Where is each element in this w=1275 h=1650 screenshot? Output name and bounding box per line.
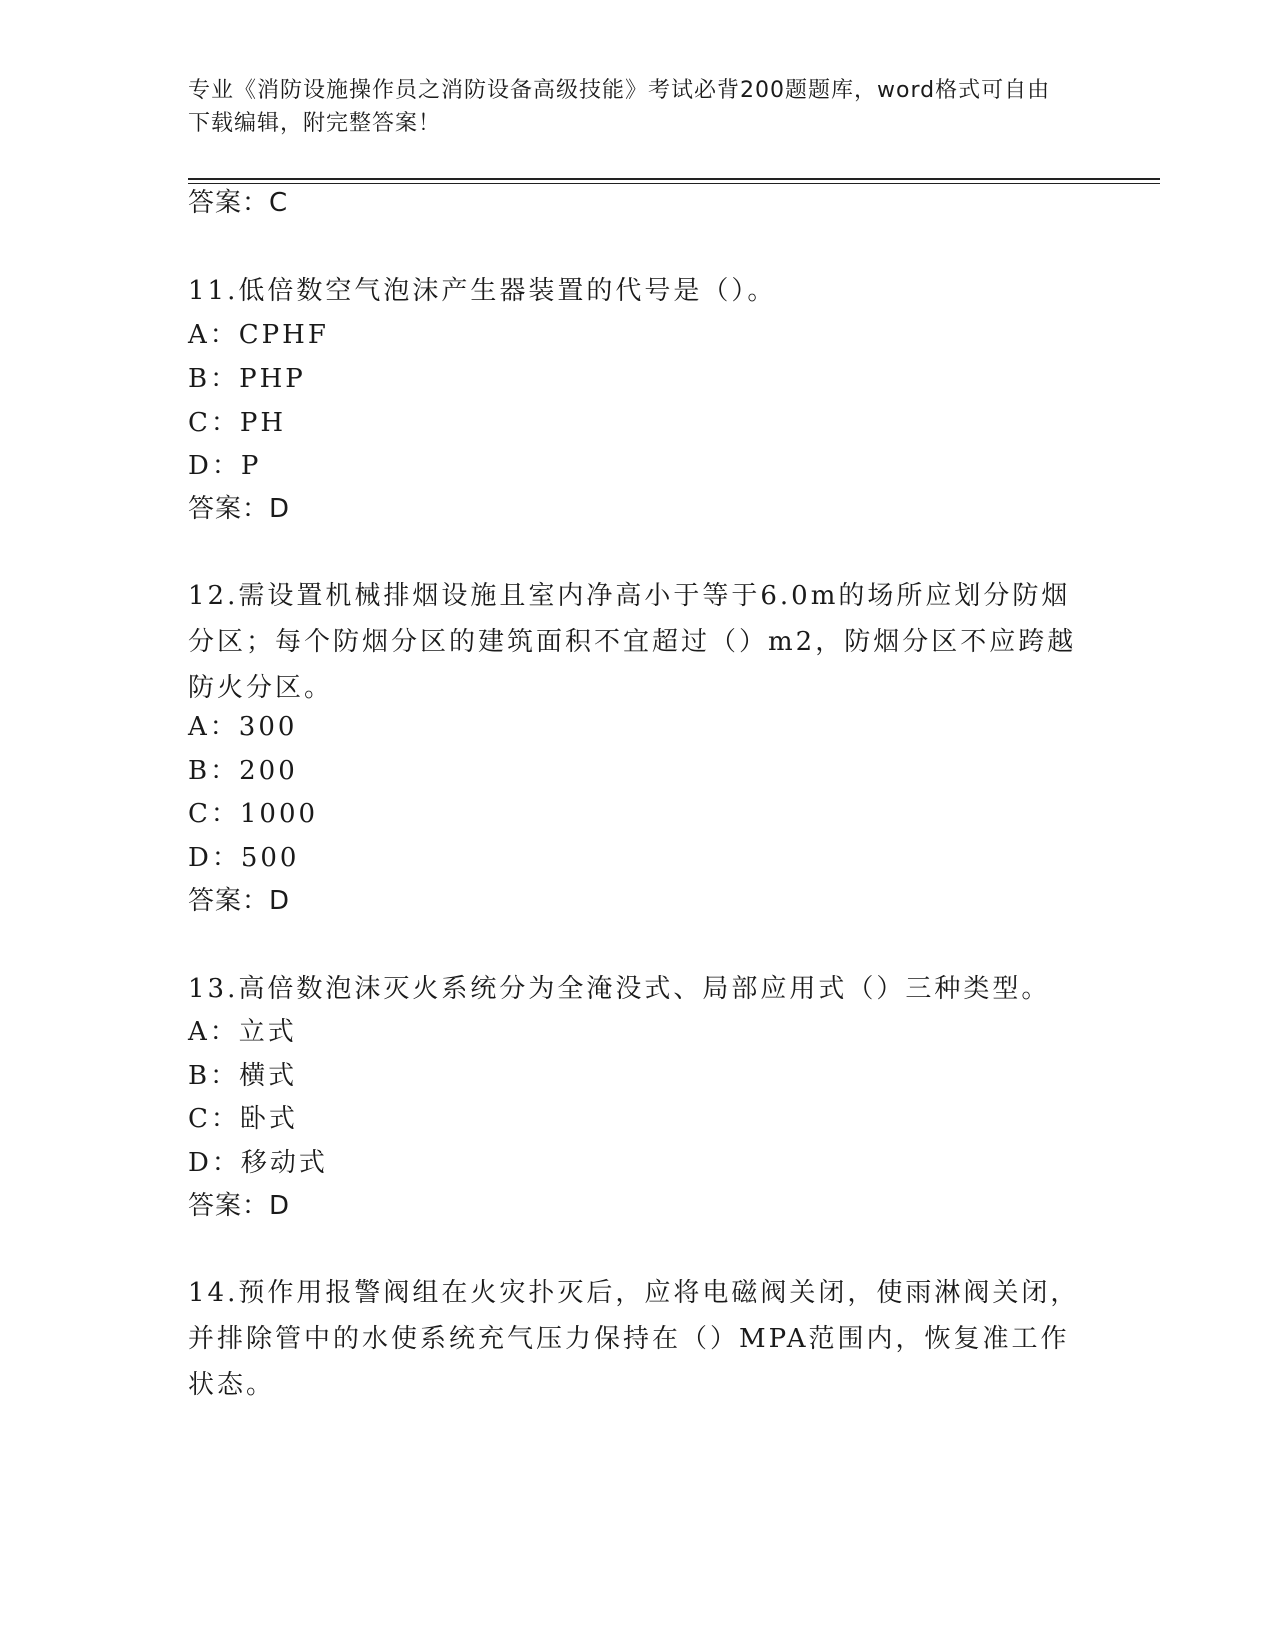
question-12-option-b: B：200 [188, 756, 298, 786]
question-11-option-b: B：PHP [188, 364, 306, 394]
question-13-answer: 答案：D [188, 1191, 291, 1221]
question-12-option-a: A：300 [188, 712, 298, 742]
question-14-stem: 14.预作用报警阀组在火灾扑灭后，应将电磁阀关闭，使雨淋阀关闭，并排除管中的水使系统充气压力保持在（）MPA范围内，恢复准工作状态。 [188, 1278, 1080, 1400]
question-12-answer: 答案：D [188, 886, 291, 916]
question-11-option-a: A：CPHF [188, 320, 329, 350]
question-13-option-b: B：横式 [188, 1061, 298, 1091]
answer-previous: 答案：C [188, 188, 289, 218]
question-11-stem: 11.低倍数空气泡沫产生器装置的代号是（）。 [188, 276, 777, 306]
question-11-answer: 答案：D [188, 494, 291, 524]
question-12-stem: 12.需设置机械排烟设施且室内净高小于等于6.0m的场所应划分防烟分区；每个防烟分区的建筑面积不宜超过（）m2，防烟分区不应跨越防火分区。 [188, 581, 1077, 703]
question-12-option-c: C：1000 [188, 799, 319, 829]
question-13-option-a: A：立式 [188, 1017, 297, 1047]
document-header-text: 专业《消防设施操作员之消防设备高级技能》考试必背200题题库，word格式可自由下载编辑，附完整答案！ [188, 78, 1051, 136]
question-11-option-c: C：PH [188, 408, 287, 438]
header-divider [188, 178, 1160, 184]
question-12-option-d: D：500 [188, 843, 300, 873]
question-13-stem: 13.高倍数泡沫灭火系统分为全淹没式、局部应用式（）三种类型。 [188, 974, 1051, 1004]
question-11-option-d: D：P [188, 451, 262, 481]
question-13-option-d: D：移动式 [188, 1148, 328, 1178]
question-13-option-c: C：卧式 [188, 1104, 298, 1134]
